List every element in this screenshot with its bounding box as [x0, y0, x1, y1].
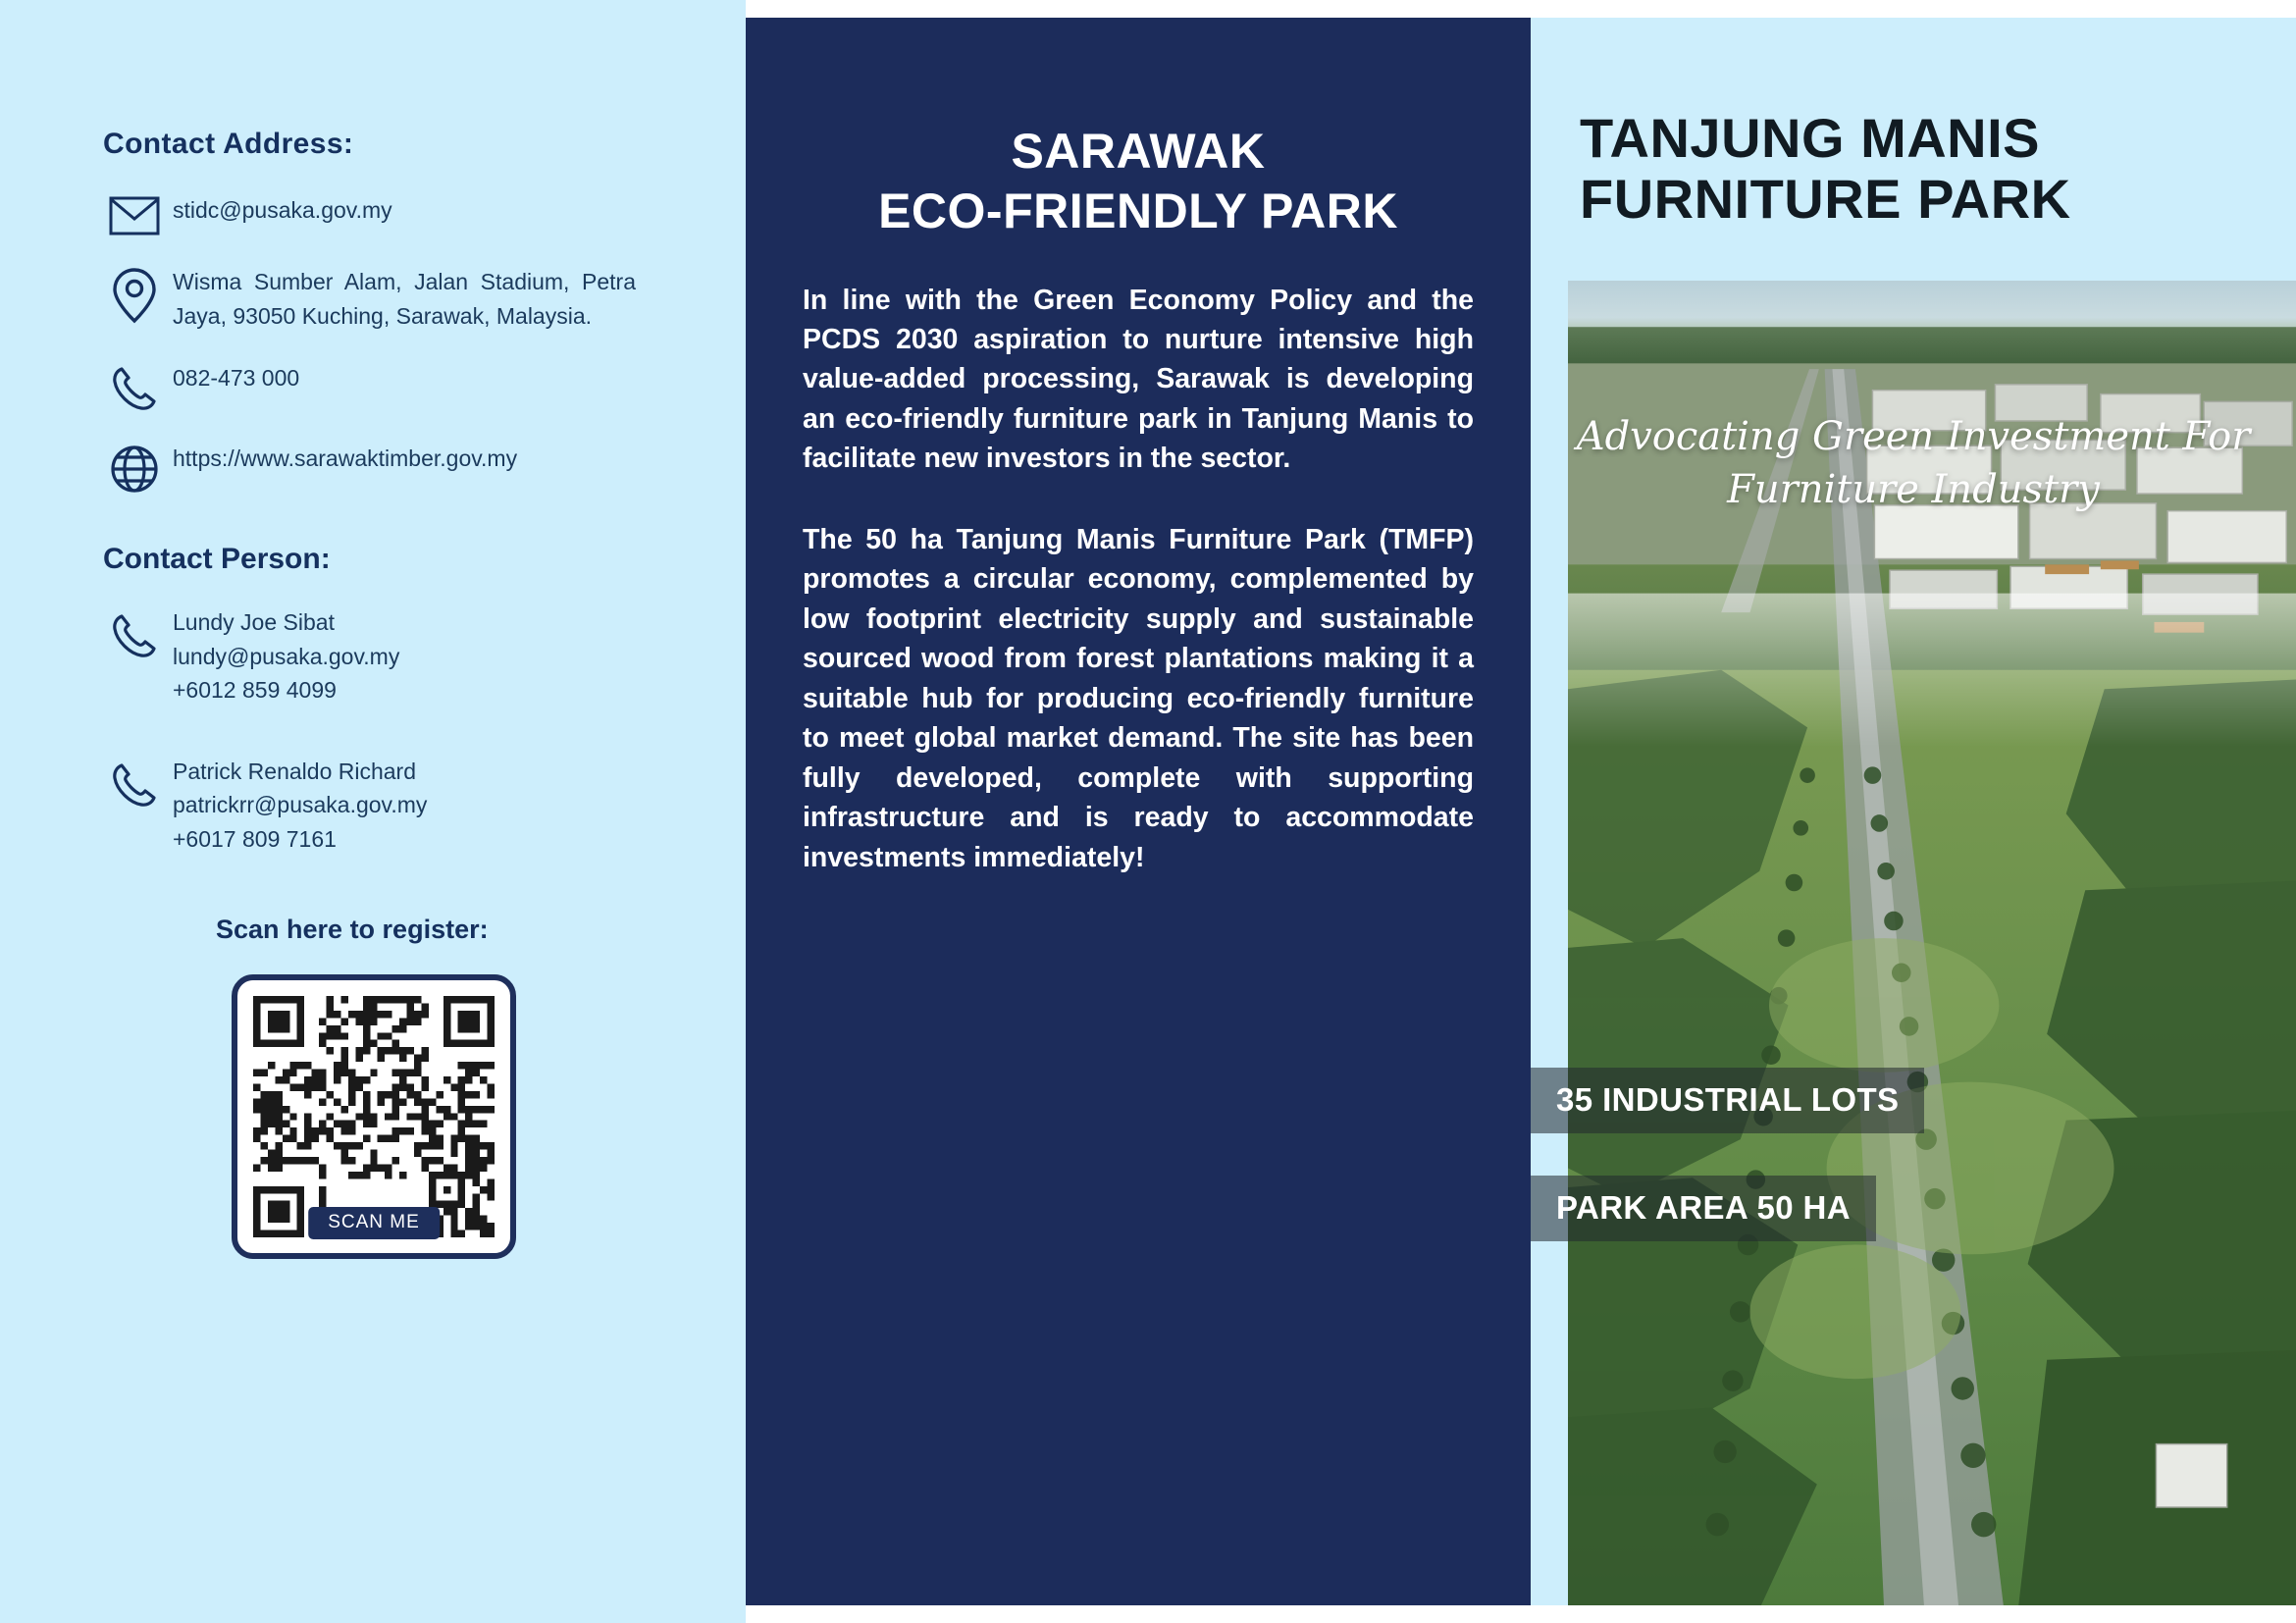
park-title-line1: TANJUNG MANIS — [1580, 106, 2041, 169]
contact-email-row — [96, 194, 746, 236]
phone-icon — [96, 755, 173, 810]
globe-icon — [96, 443, 173, 494]
person-2-name: Patrick Renaldo Richard — [173, 758, 417, 784]
description-panel — [746, 18, 1531, 1605]
tagline-line1: Advocating Green Investment For — [1576, 414, 2251, 459]
contact-address-heading: Contact Address: — [103, 128, 354, 160]
park-title — [1531, 55, 2296, 231]
contact-person-heading: Contact Person: — [103, 543, 331, 575]
contact-person-2-details — [173, 755, 427, 857]
qr-code[interactable] — [232, 974, 516, 1259]
contact-details-list — [96, 194, 746, 494]
contact-panel — [0, 0, 746, 1623]
park-title-line2: FURNITURE PARK — [1580, 168, 2071, 231]
phone-icon — [96, 362, 173, 413]
contact-phone-text[interactable]: 082-473 000 — [173, 365, 300, 391]
contact-email-text[interactable]: stidc@pusaka.gov.my — [173, 197, 392, 223]
person-1-email[interactable]: lundy@pusaka.gov.my — [173, 643, 400, 669]
contact-address-row — [96, 265, 746, 333]
contact-phone-row — [96, 362, 746, 413]
location-pin-icon — [96, 265, 173, 324]
contact-person-1 — [96, 605, 746, 707]
contact-website-row — [96, 443, 746, 494]
contact-address-text: Wisma Sumber Alam, Jalan Stadium, Petra Jaya, 93050 Kuching, Sarawak, Malaysia. — [173, 269, 636, 329]
image-panel — [1531, 18, 2296, 1605]
scan-register-label: Scan here to register: — [216, 915, 489, 944]
contact-person-2 — [96, 755, 746, 857]
scan-me-badge: SCAN ME — [308, 1207, 440, 1239]
description-title-line2: ECO-FRIENDLY PARK — [878, 183, 1398, 238]
person-1-phone[interactable]: +6012 859 4099 — [173, 677, 337, 703]
stat-industrial-lots: 35 INDUSTRIAL LOTS — [1531, 1068, 1924, 1133]
contact-person-1-details — [173, 605, 399, 707]
description-title-line1: SARAWAK — [1011, 123, 1266, 179]
tagline — [1531, 410, 2296, 516]
contact-person-list — [96, 605, 746, 856]
person-2-phone[interactable]: +6017 809 7161 — [173, 825, 337, 852]
phone-icon — [96, 605, 173, 660]
description-paragraph-2: The 50 ha Tanjung Manis Furniture Park (TMFP) promotes a circular economy, complemented by low footprint electricity supply and sustainable sourced wood from forest plantations making it a suitable hub for producing eco-friendly furniture to meet global market demand. The site has been fully developed, complete with supporting infrastructure and is ready to accommodate investments immediately! — [803, 523, 1474, 873]
envelope-icon — [96, 194, 173, 236]
stat-park-area: PARK AREA 50 HA — [1531, 1176, 1876, 1241]
tagline-line2: Furniture Industry — [1727, 467, 2100, 512]
person-2-email[interactable]: patrickrr@pusaka.gov.my — [173, 792, 428, 817]
description-title — [803, 122, 1474, 241]
contact-website-text[interactable]: https://www.sarawaktimber.gov.my — [173, 445, 518, 471]
qr-code-canvas — [253, 996, 495, 1237]
person-1-name: Lundy Joe Sibat — [173, 609, 335, 635]
description-paragraph-1: In line with the Green Economy Policy and the PCDS 2030 aspiration to nurture intensive high value-added processing, Sarawak is developing an eco-friendly furniture park in Tanjung Manis to facilitate new investors in the sector. — [803, 284, 1474, 475]
